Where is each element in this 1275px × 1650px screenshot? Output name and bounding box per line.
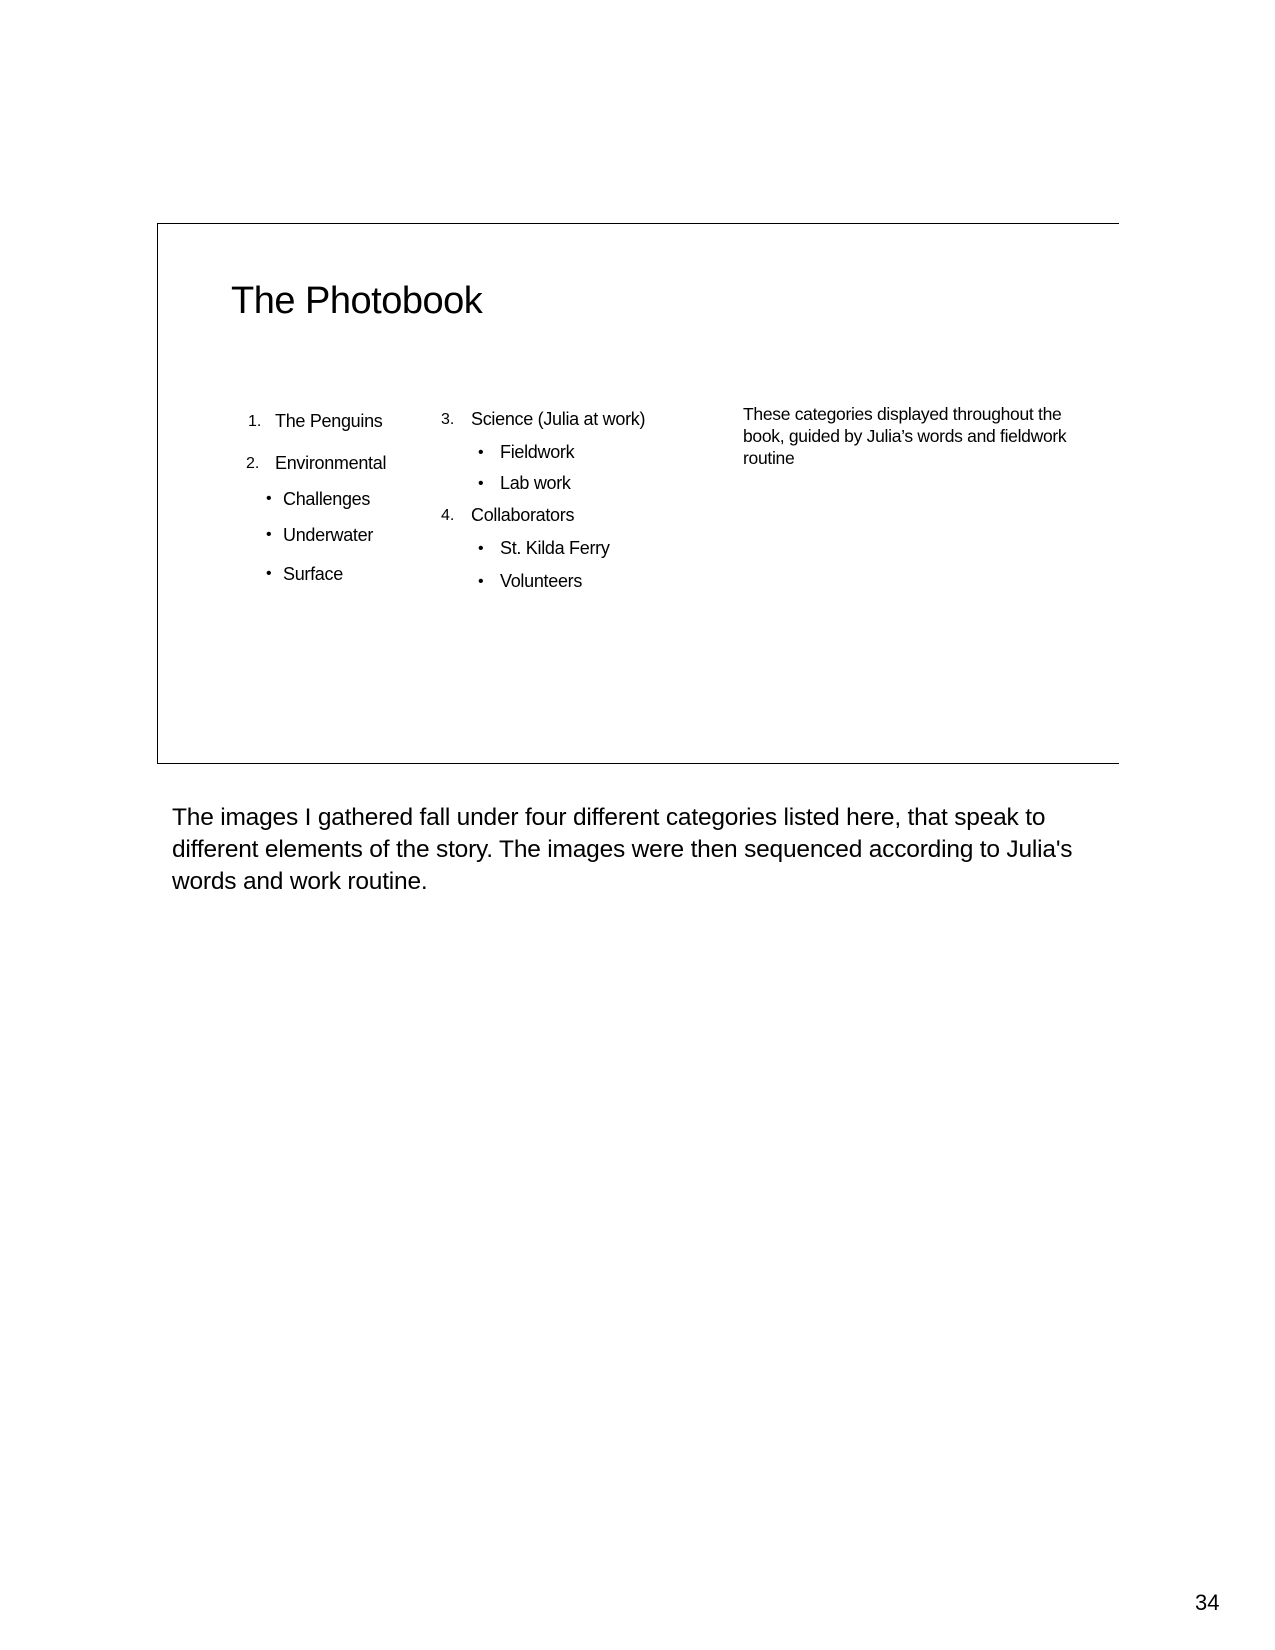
list-number-1: 1. [248, 413, 262, 430]
page-number: 34 [1195, 1590, 1220, 1615]
bullet-icon: • [266, 490, 272, 507]
list-subitem-volunteers: Volunteers [500, 571, 583, 591]
list-subitem-fieldwork: Fieldwork [500, 442, 575, 462]
list-number-3: 3. [441, 411, 455, 428]
list-subitem-challenges: Challenges [283, 489, 371, 509]
list-subitem-underwater: Underwater [283, 525, 374, 545]
list-number-4: 4. [441, 507, 455, 524]
side-note: These categories displayed throughout the book, guided by Julia’s words and fieldwork routine [743, 404, 1067, 468]
list-item-science: Science (Julia at work) [471, 409, 646, 429]
bullet-icon: • [478, 573, 484, 590]
speaker-notes: The images I gathered fall under four different categories listed here, that speak to different elements of the story. The images were then sequenced according to Julia's words and work routine. [172, 804, 1073, 895]
slide-title: The Photobook [231, 280, 483, 322]
bullet-icon: • [266, 526, 272, 543]
list-subitem-st-kilda-ferry: St. Kilda Ferry [500, 538, 610, 558]
list-number-2: 2. [246, 455, 260, 472]
slide-frame [157, 223, 1119, 764]
list-item-penguins: The Penguins [275, 411, 383, 431]
list-item-collaborators: Collaborators [471, 505, 575, 525]
bullet-icon: • [478, 475, 484, 492]
bullet-icon: • [478, 540, 484, 557]
list-item-environmental: Environmental [275, 453, 387, 473]
list-subitem-lab-work: Lab work [500, 473, 571, 493]
bullet-icon: • [478, 444, 484, 461]
list-subitem-surface: Surface [283, 564, 343, 584]
bullet-icon: • [266, 565, 272, 582]
